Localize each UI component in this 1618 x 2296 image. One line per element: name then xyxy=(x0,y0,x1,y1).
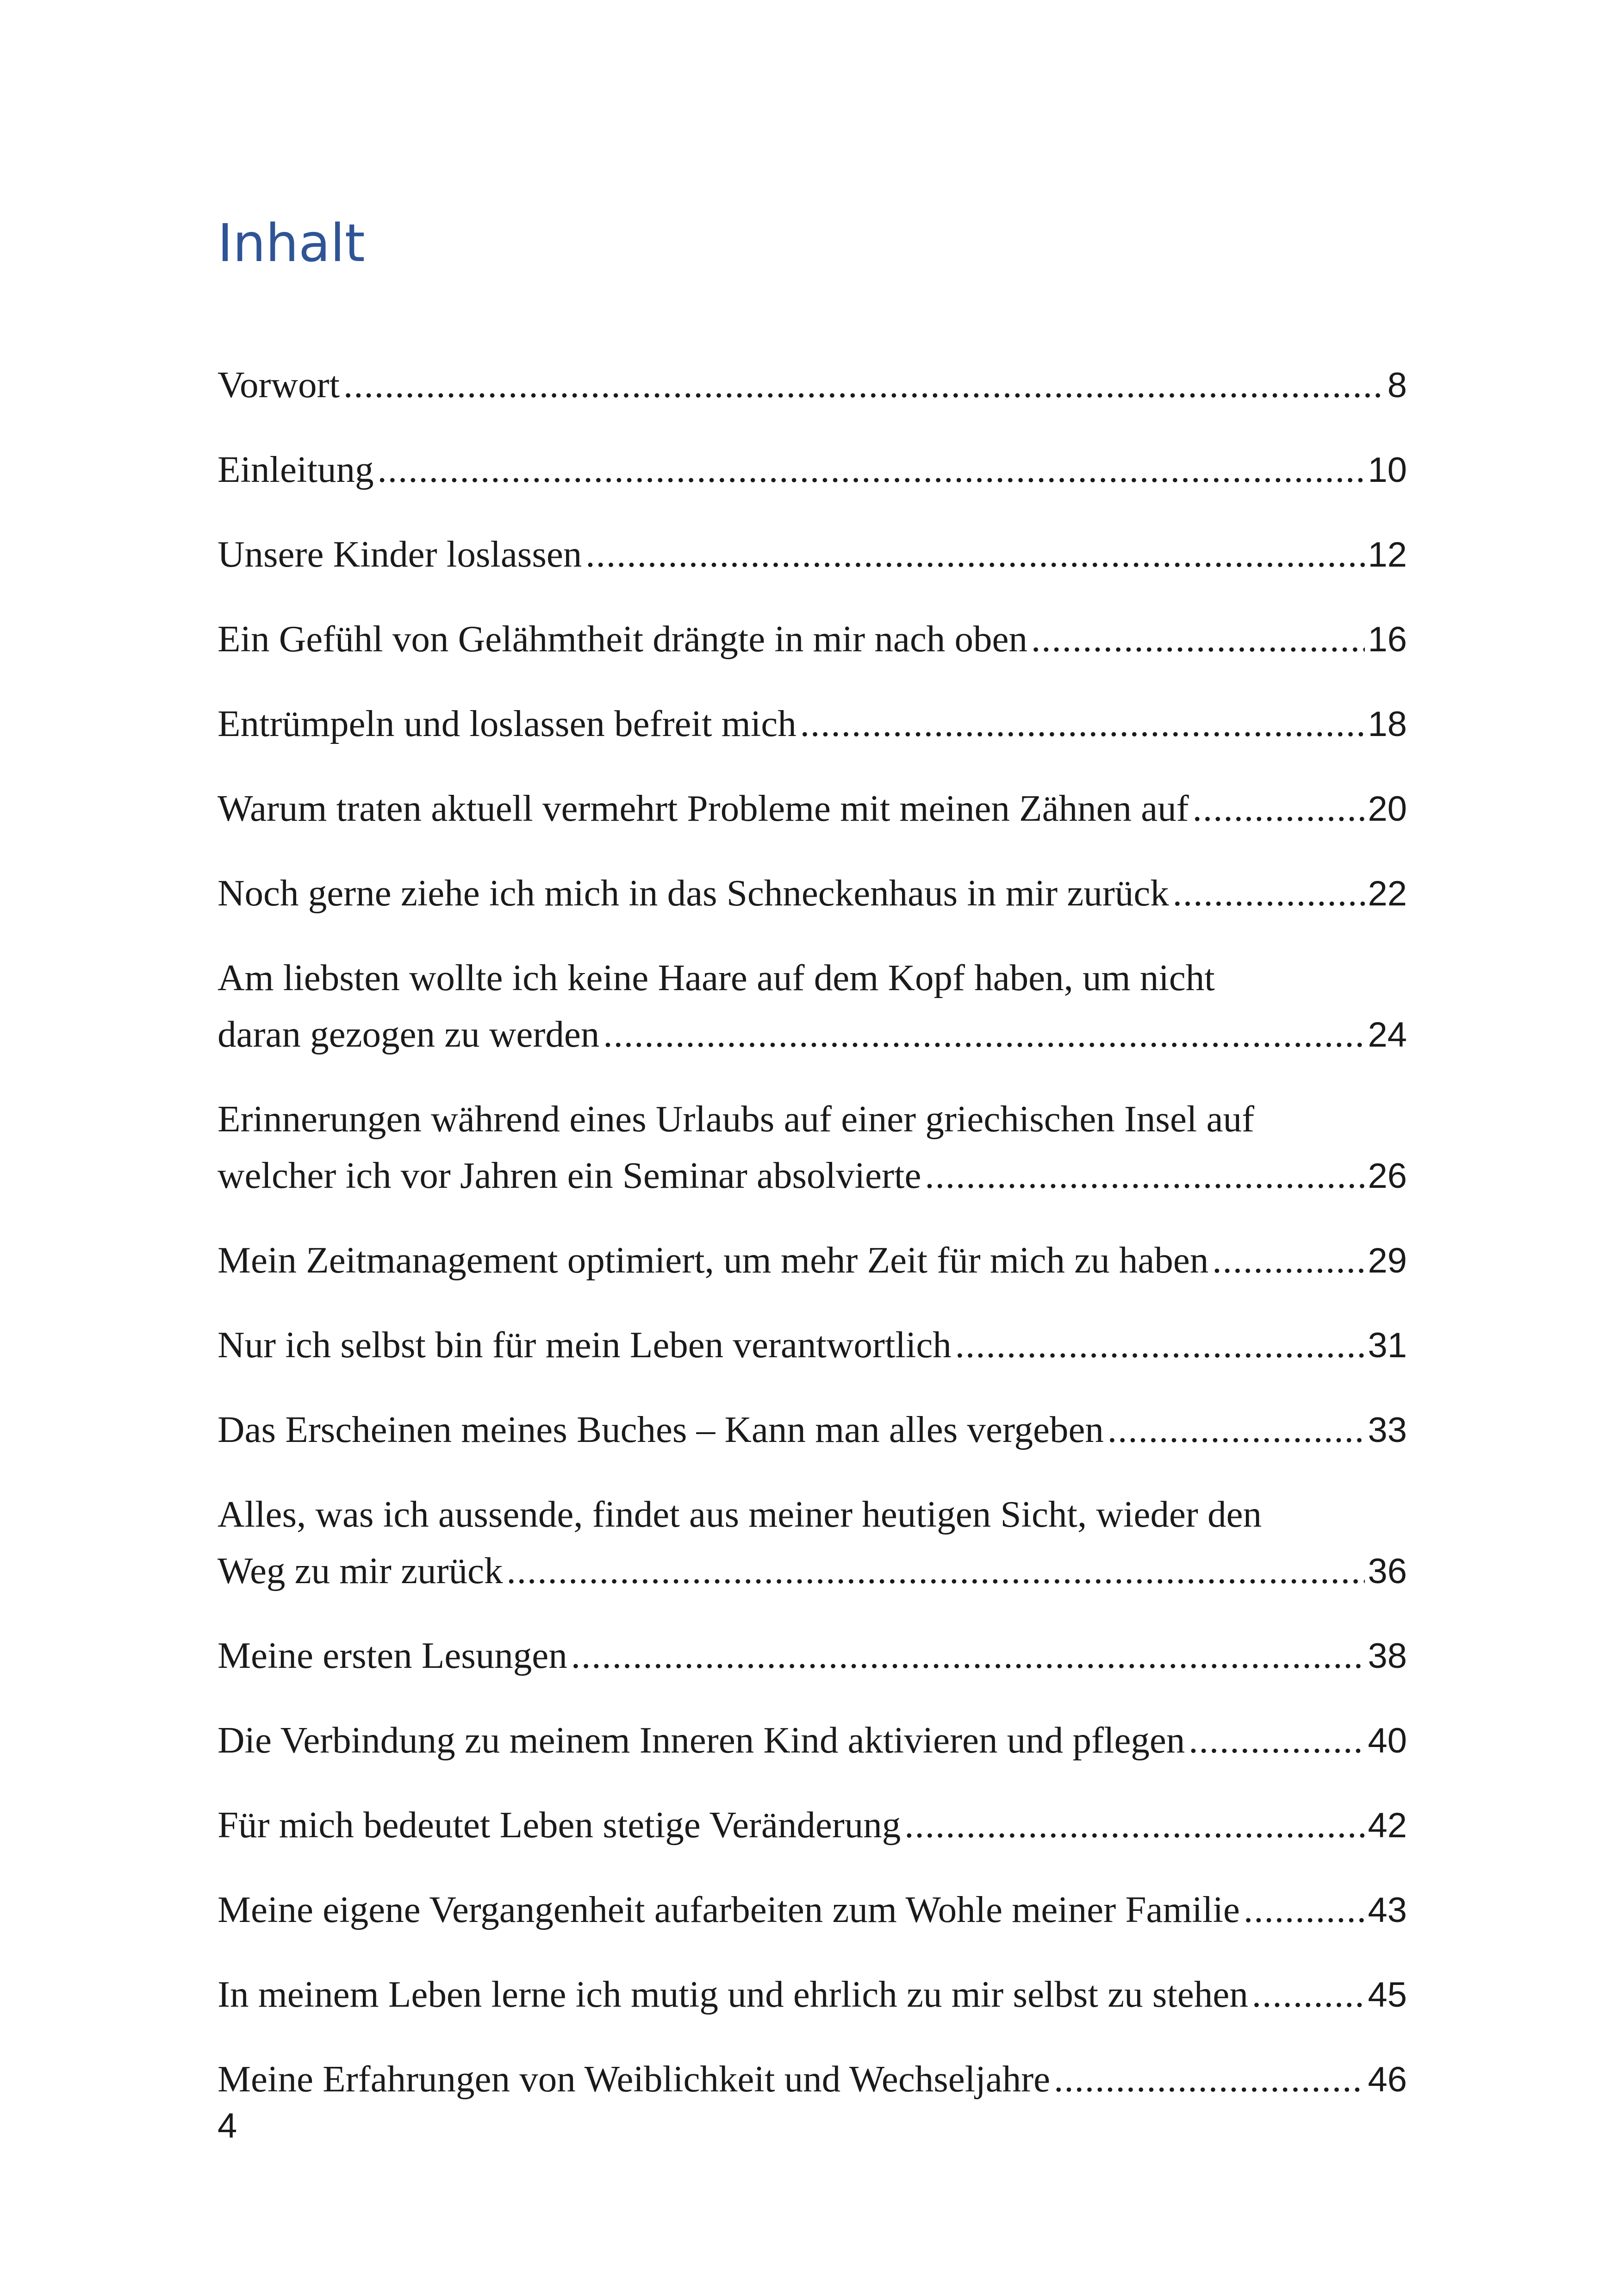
toc-entry-title: Meine Erfahrungen von Weiblichkeit und Wechseljahre xyxy=(218,2058,1051,2100)
toc-entry-row xyxy=(218,1401,1407,1459)
toc-entry-page-number: 33 xyxy=(1368,1410,1407,1450)
toc-entry-row xyxy=(218,441,1407,499)
toc-entry-title-line1: Erinnerungen während eines Urlaubs auf einer griechischen Insel auf xyxy=(218,1098,1255,1140)
dot-leader xyxy=(800,695,1365,752)
toc-entry[interactable] xyxy=(218,695,1407,753)
toc-entry-title: daran gezogen zu werden xyxy=(218,1013,600,1055)
toc-entry[interactable] xyxy=(218,780,1407,837)
toc-entry-page-number: 29 xyxy=(1368,1241,1407,1280)
toc-entry[interactable] xyxy=(218,865,1407,922)
toc-entry-page-number: 38 xyxy=(1368,1636,1407,1676)
toc-entry-title: Weg zu mir zurück xyxy=(218,1550,503,1591)
toc-entry-page-number: 24 xyxy=(1368,1015,1407,1054)
toc-entry-row xyxy=(218,1627,1407,1685)
dot-leader xyxy=(1252,1966,1365,2022)
toc-entry-row xyxy=(218,865,1407,922)
dot-leader xyxy=(506,1542,1365,1599)
toc-entry[interactable] xyxy=(218,526,1407,583)
dot-leader xyxy=(585,526,1365,582)
toc-entry-page-number: 40 xyxy=(1368,1721,1407,1760)
dot-leader xyxy=(603,1006,1365,1062)
toc-entry-title-line1: Am liebsten wollte ich keine Haare auf dem Kopf haben, um nicht xyxy=(218,957,1215,998)
toc-entry[interactable] xyxy=(218,1881,1407,1939)
toc-entry-page-number: 26 xyxy=(1368,1156,1407,1196)
toc-entry[interactable] xyxy=(218,441,1407,499)
toc-entry-row xyxy=(218,780,1407,837)
toc-entry-title: In meinem Leben lerne ich mutig und ehrlich zu mir selbst zu stehen xyxy=(218,1973,1248,2015)
toc-entry-title: Unsere Kinder loslassen xyxy=(218,533,582,575)
toc-entry-page-number: 22 xyxy=(1368,874,1407,913)
toc-entry[interactable] xyxy=(218,1627,1407,1685)
toc-entry-row xyxy=(218,356,1407,414)
toc-entry-page-number: 12 xyxy=(1368,535,1407,574)
toc-entry[interactable] xyxy=(218,356,1407,414)
toc-entry[interactable] xyxy=(218,1401,1407,1459)
dot-leader xyxy=(1108,1401,1365,1458)
toc-entry-page-number: 18 xyxy=(1368,705,1407,744)
toc-entry[interactable] xyxy=(218,1091,1407,1204)
toc-entry-title-line1: Alles, was ich aussende, findet aus meiner heutigen Sicht, wieder den xyxy=(218,1493,1262,1535)
toc-entry-title: Ein Gefühl von Gelähmtheit drängte in mir nach oben xyxy=(218,618,1028,660)
toc-entry[interactable] xyxy=(218,949,1407,1063)
toc-entry-page-number: 46 xyxy=(1368,2060,1407,2099)
toc-entry[interactable] xyxy=(218,1232,1407,1289)
toc-entry-title: Meine ersten Lesungen xyxy=(218,1635,567,1676)
toc-entry-page-number: 16 xyxy=(1368,620,1407,659)
toc-entry-row xyxy=(218,1316,1407,1374)
toc-entry-row xyxy=(218,695,1407,753)
toc-entry[interactable] xyxy=(218,1966,1407,2023)
toc-entry-row xyxy=(218,2051,1407,2108)
toc-entry-page-number: 43 xyxy=(1368,1890,1407,1930)
toc-entry-row xyxy=(218,1797,1407,1854)
toc-entry-page-number: 31 xyxy=(1368,1326,1407,1365)
toc-entry-title: Nur ich selbst bin für mein Leben verantwortlich xyxy=(218,1324,952,1366)
dot-leader xyxy=(955,1316,1365,1373)
toc-entry-page-number: 20 xyxy=(1368,789,1407,829)
toc-entry[interactable] xyxy=(218,1712,1407,1769)
toc-entry[interactable] xyxy=(218,2051,1407,2108)
toc-entry-page-number: 45 xyxy=(1368,1975,1407,2015)
toc-entry[interactable] xyxy=(218,1316,1407,1374)
toc-entry-title: Entrümpeln und loslassen befreit mich xyxy=(218,703,797,744)
toc-entry-row xyxy=(218,1712,1407,1769)
toc-entry-title: Einleitung xyxy=(218,449,374,490)
toc-entry-page-number: 42 xyxy=(1368,1806,1407,1845)
page-number: 4 xyxy=(218,2106,237,2146)
toc-entry-title: Das Erscheinen meines Buches – Kann man alles vergeben xyxy=(218,1409,1104,1450)
toc-entry-title: Die Verbindung zu meinem Inneren Kind aktivieren und pflegen xyxy=(218,1719,1185,1761)
toc-entry-row xyxy=(218,1881,1407,1939)
toc-entry-row xyxy=(218,1147,1407,1204)
dot-leader xyxy=(1054,2051,1365,2107)
toc-entry-row xyxy=(218,526,1407,583)
toc-entry-title: Vorwort xyxy=(218,364,340,406)
toc-entry[interactable] xyxy=(218,611,1407,668)
toc-entry-page-number: 8 xyxy=(1387,366,1407,405)
toc-entry[interactable] xyxy=(218,1797,1407,1854)
dot-leader xyxy=(1244,1881,1365,1938)
toc-entry-title: Mein Zeitmanagement optimiert, um mehr Zeit für mich zu haben xyxy=(218,1239,1209,1281)
dot-leader xyxy=(343,356,1385,413)
dot-leader xyxy=(571,1627,1365,1684)
toc-entry-page-number: 36 xyxy=(1368,1552,1407,1591)
toc-entry-row xyxy=(218,1232,1407,1289)
toc-entry-title: Warum traten aktuell vermehrt Probleme mit meinen Zähnen auf xyxy=(218,787,1189,829)
toc-entry-row xyxy=(218,1966,1407,2023)
dot-leader xyxy=(1189,1712,1365,1768)
dot-leader xyxy=(377,441,1365,498)
toc-entry-title: Noch gerne ziehe ich mich in das Schneckenhaus in mir zurück xyxy=(218,872,1169,914)
dot-leader xyxy=(904,1797,1365,1853)
dot-leader xyxy=(1031,611,1365,667)
toc-entry-title: Für mich bedeutet Leben stetige Veränderung xyxy=(218,1804,901,1846)
dot-leader xyxy=(1212,1232,1365,1288)
toc-entry[interactable] xyxy=(218,1486,1407,1600)
dot-leader xyxy=(925,1147,1365,1204)
toc-entry-title: welcher ich vor Jahren ein Seminar absolvierte xyxy=(218,1154,921,1196)
toc-heading: Inhalt xyxy=(218,213,365,274)
dot-leader xyxy=(1173,865,1365,921)
toc-entry-row xyxy=(218,1542,1407,1600)
toc-entry-title: Meine eigene Vergangenheit aufarbeiten zum Wohle meiner Familie xyxy=(218,1889,1240,1930)
table-of-contents xyxy=(218,356,1407,2135)
toc-entry-page-number: 10 xyxy=(1368,450,1407,490)
toc-entry-row xyxy=(218,1006,1407,1063)
dot-leader xyxy=(1193,780,1365,836)
toc-entry-row xyxy=(218,611,1407,668)
